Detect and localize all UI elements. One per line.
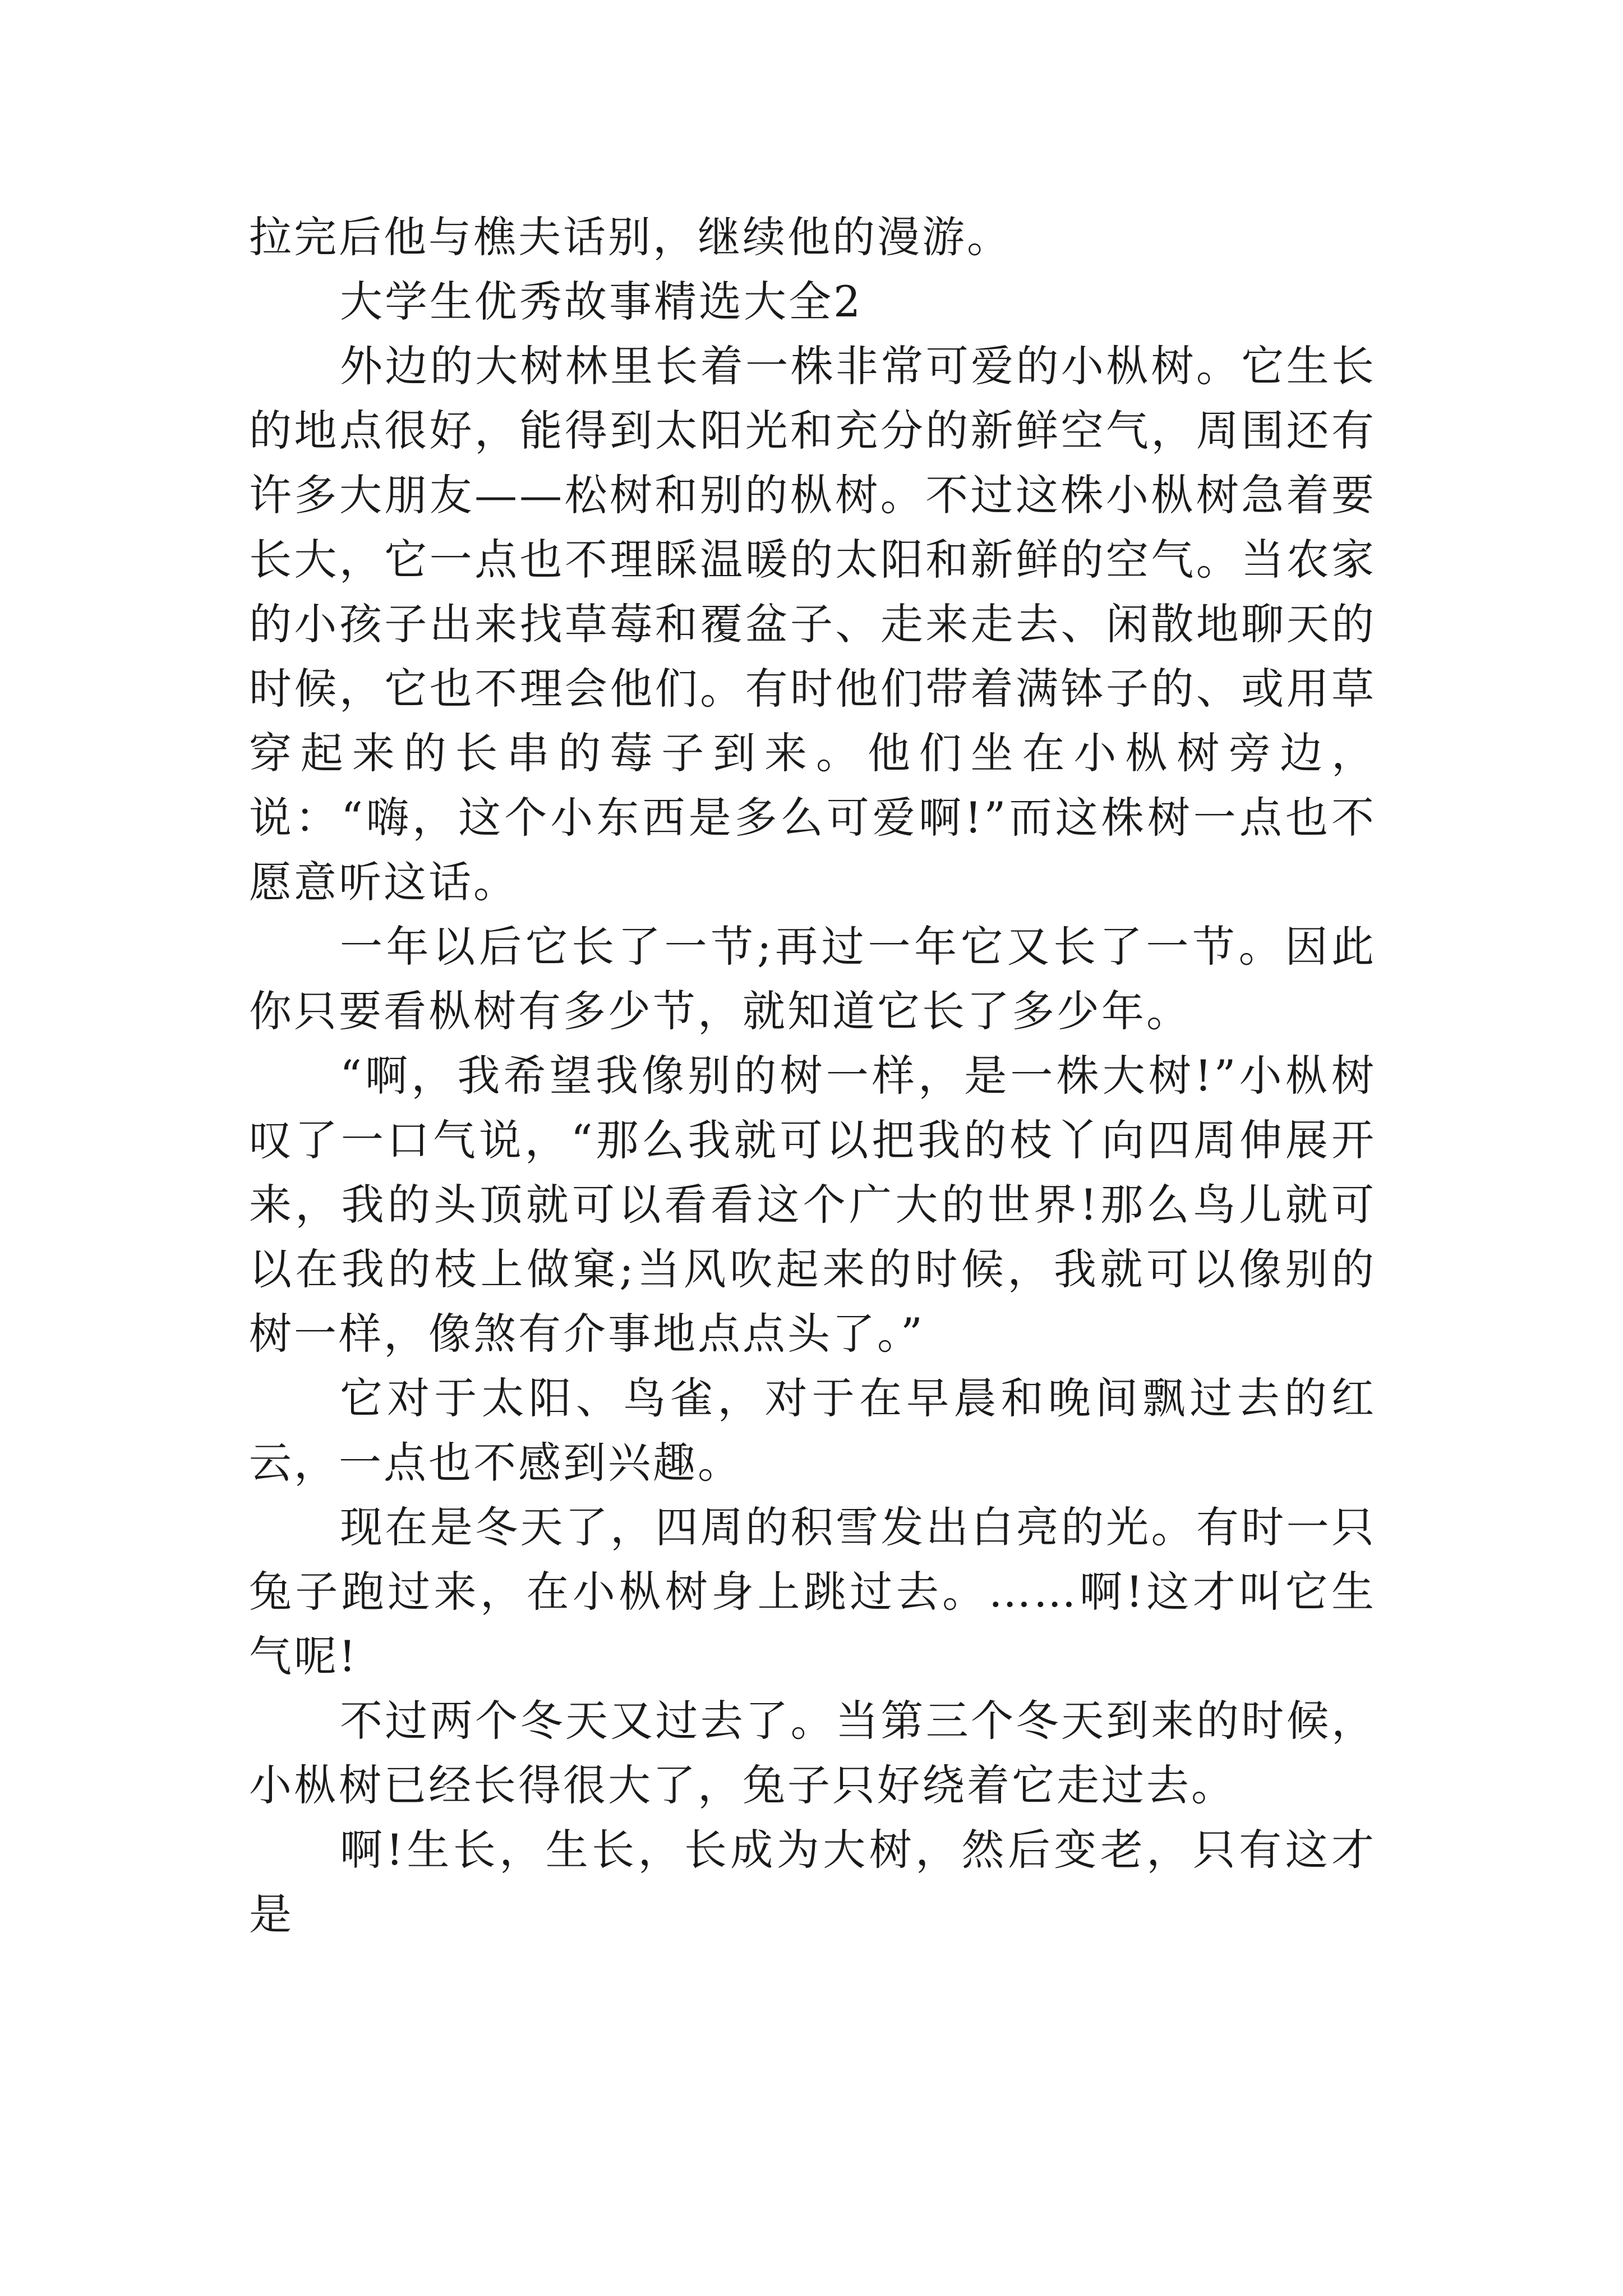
paragraph: 拉完后他与樵夫话别，继续他的漫游。 xyxy=(249,212,1012,262)
paragraph: 一年以后它长了一节;再过一年它又长了一节。因此你只要看枞树有多少节，就知道它长了多少年。 xyxy=(249,922,1376,1036)
paragraph: 它对于太阳、鸟雀，对于在早晨和晚间飘过去的红云，一点也不感到兴趣。 xyxy=(249,1373,1376,1488)
section-heading: 大学生优秀故事精选大全2 xyxy=(340,277,863,326)
paragraph: 外边的大树林里长着一株非常可爱的小枞树。它生长的地点很好，能得到太阳光和充分的新鲜空气，周围还有许多大朋友——松树和别的枞树。不过这株小枞树急着要长大，它一点也不理睬温暖的太阳和新鲜的空气。当农家的小孩子出来找草莓和覆盆子、走来走去、闲散地聊天的时候，它也不理会他们。有时他们带着满钵子的、或用草穿起来的长串的莓子到来。他们坐在小枞树旁边，说：“嗨，这个小东西是多么可爱啊!”而这株树一点也不愿意听这话。 xyxy=(249,341,1376,907)
paragraph: “啊，我希望我像别的树一样，是一株大树!”小枞树叹了一口气说，“那么我就可以把我的枝丫向四周伸展开来，我的头顶就可以看看这个广大的世界!那么鸟儿就可以在我的枝上做窠;当风吹起来的时候，我就可以像别的树一样，像煞有介事地点点头了。” xyxy=(249,1051,1376,1359)
paragraph: 啊!生长，生长，长成为大树，然后变老，只有这才是 xyxy=(249,1825,1376,1939)
paragraph: 不过两个冬天又过去了。当第三个冬天到来的时候，小枞树已经长得很大了，兔子只好绕着它走过去。 xyxy=(249,1696,1376,1810)
document-body xyxy=(249,205,1376,1947)
paragraph: 现在是冬天了，四周的积雪发出白亮的光。有时一只兔子跑过来，在小枞树身上跳过去。……啊!这才叫它生气呢! xyxy=(249,1502,1376,1681)
